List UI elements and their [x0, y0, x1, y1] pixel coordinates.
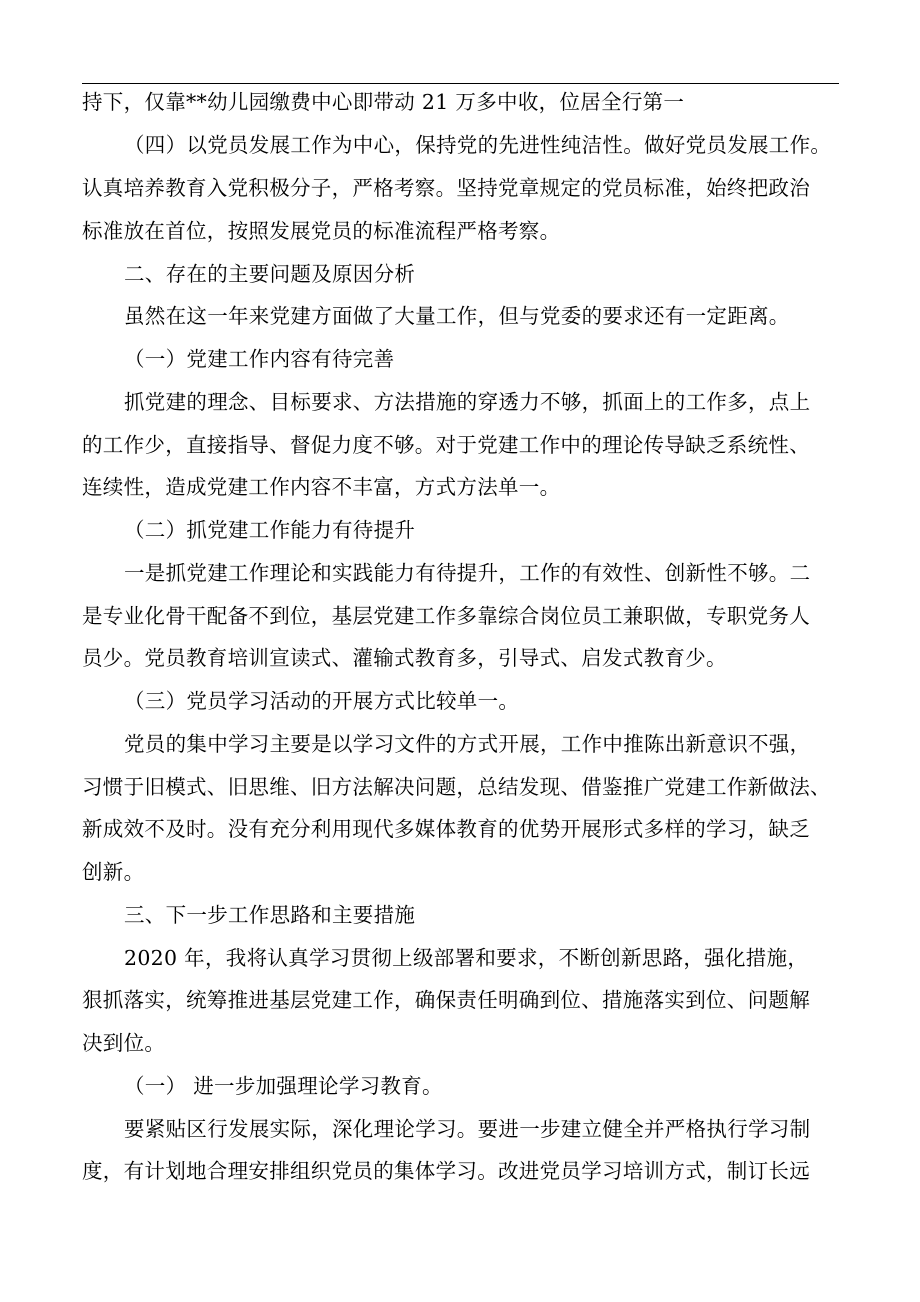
header-rule: [82, 83, 839, 84]
text-line: 是专业化骨干配备不到位，基层党建工作多靠综合岗位员工兼职做，专职党务人: [82, 604, 810, 628]
text-line: 要紧贴区行发展实际，深化理论学习。要进一步建立健全并严格执行学习制: [124, 1117, 811, 1141]
subsection-heading: （二）抓党建工作能力有待提升: [124, 518, 416, 542]
text-line: 2020 年，我将认真学习贯彻上级部署和要求，不断创新思路，强化措施，: [124, 946, 809, 970]
text-line: （四）以党员发展工作为中心，保持党的先进性纯洁性。做好党员发展工作。: [124, 133, 832, 157]
text-line: 标准放在首位，按照发展党员的标准流程严格考察。: [82, 219, 561, 243]
text-line: 狠抓落实，统筹推进基层党建工作，确保责任明确到位、措施落实到位、问题解: [82, 988, 810, 1012]
text-line: 决到位。: [82, 1031, 166, 1055]
subsection-heading: （一）党建工作内容有待完善: [124, 347, 395, 371]
text-line: 党员的集中学习主要是以学习文件的方式开展，工作中推陈出新意识不强，: [124, 732, 811, 756]
text-line: 抓党建的理念、目标要求、方法措施的穿透力不够，抓面上的工作多，点上: [124, 390, 811, 414]
text-line: 的工作少，直接指导、督促力度不够。对于党建工作中的理论传导缺乏系统性、: [82, 433, 810, 457]
text-line: 一是抓党建工作理论和实践能力有待提升，工作的有效性、创新性不够。二: [124, 561, 811, 585]
text-line: 虽然在这一年来党建方面做了大量工作，但与党委的要求还有一定距离。: [124, 304, 790, 328]
section-heading: 二、存在的主要问题及原因分析: [124, 262, 416, 286]
subsection-heading: （三）党员学习活动的开展方式比较单一。: [124, 689, 520, 713]
text-line: 持下，仅靠**幼儿园缴费中心即带动 21 万多中收，位居全行第一: [82, 90, 685, 114]
text-line: 新成效不及时。没有充分利用现代多媒体教育的优势开展形式多样的学习，缺乏: [82, 817, 810, 841]
text-line: 连续性，造成党建工作内容不丰富，方式方法单一。: [82, 475, 561, 499]
text-line: 创新。: [82, 860, 145, 884]
subsection-heading: （一） 进一步加强理论学习教育。: [124, 1074, 443, 1098]
text-line: 度，有计划地合理安排组织党员的集体学习。改进党员学习培训方式，制订长远: [82, 1159, 810, 1183]
text-line: 习惯于旧模式、旧思维、旧方法解决问题，总结发现、借鉴推广党建工作新做法、: [82, 775, 831, 799]
section-heading: 三、下一步工作思路和主要措施: [124, 903, 416, 927]
text-line: 认真培养教育入党积极分子，严格考察。坚持党章规定的党员标准，始终把政治: [82, 176, 810, 200]
text-line: 员少。党员教育培训宣读式、灌输式教育多，引导式、启发式教育少。: [82, 646, 727, 670]
